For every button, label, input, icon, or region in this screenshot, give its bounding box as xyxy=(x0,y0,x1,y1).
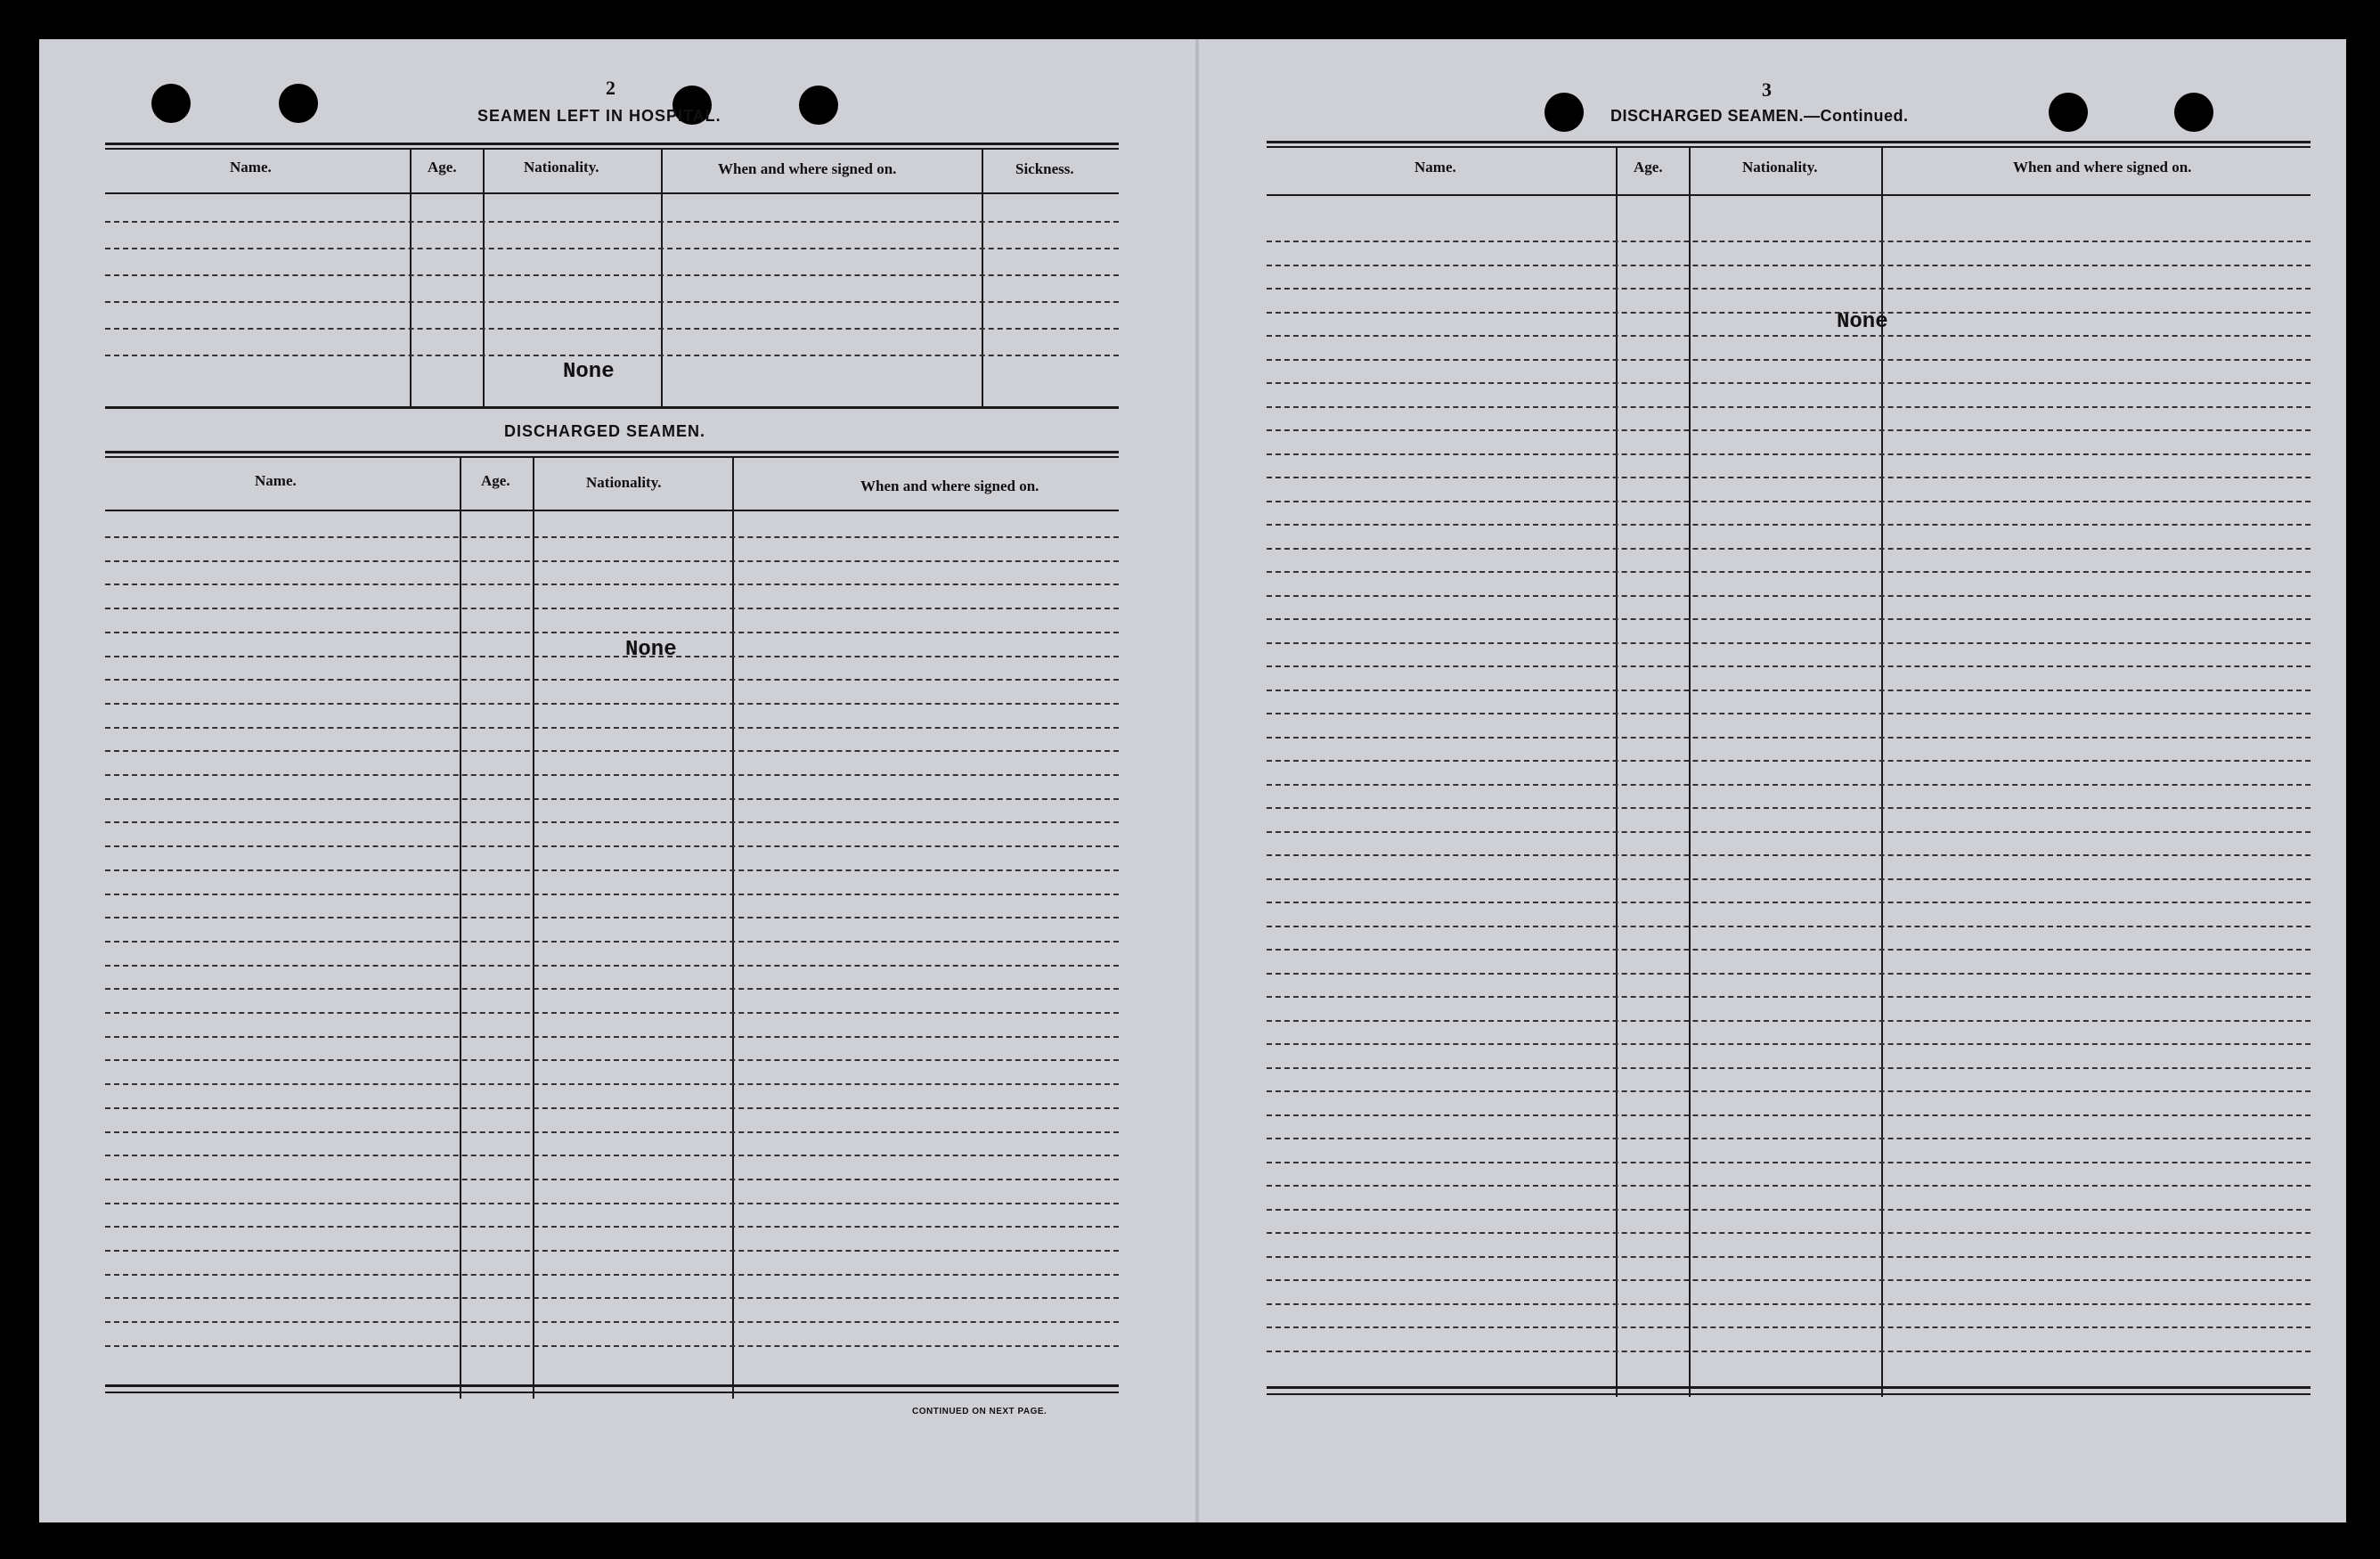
ruling-line xyxy=(1267,996,2311,998)
ruling-line xyxy=(105,1131,1119,1133)
discharged-section-title: DISCHARGED SEAMEN. xyxy=(504,422,706,440)
ruling-line xyxy=(1267,760,2311,762)
col-age: Age. xyxy=(428,159,457,175)
ruling-line xyxy=(1267,1020,2311,1022)
ruling-line xyxy=(1267,1256,2311,1258)
page-fold xyxy=(1195,39,1199,1522)
ruling-line xyxy=(1267,902,2311,903)
ruling-line xyxy=(105,1012,1119,1014)
hospital-section-title: SEAMEN LEFT IN HOSPITAL. xyxy=(477,107,721,125)
ruling-line xyxy=(1267,831,2311,833)
ruling-line xyxy=(105,584,1119,585)
punch-hole xyxy=(2174,93,2213,132)
ruling-line xyxy=(1267,1162,2311,1163)
right-page-number: 3 xyxy=(1762,78,1772,101)
ruling-line xyxy=(1267,453,2311,455)
ruling-line xyxy=(105,845,1119,847)
ruling-line xyxy=(105,656,1119,657)
ruling-line xyxy=(1267,784,2311,786)
ruling-line xyxy=(105,727,1119,729)
ruling-line xyxy=(105,1250,1119,1252)
ruling-line xyxy=(1267,1303,2311,1305)
ruling-line xyxy=(105,1345,1119,1347)
ruling-line xyxy=(1267,807,2311,809)
ruling-line xyxy=(1267,926,2311,927)
ruling-line xyxy=(1267,713,2311,714)
punch-hole xyxy=(1545,93,1584,132)
ruling-line xyxy=(105,917,1119,918)
ruling-line xyxy=(1267,665,2311,667)
ruling-line xyxy=(105,894,1119,895)
ruling-line xyxy=(105,1107,1119,1109)
discharged-entry: None xyxy=(625,638,677,662)
ruling-line xyxy=(105,869,1119,871)
ruling-line xyxy=(105,1274,1119,1276)
ruling-line xyxy=(105,1226,1119,1228)
col-sickness: Sickness. xyxy=(1015,160,1074,177)
continued-footer: CONTINUED ON NEXT PAGE. xyxy=(912,1407,1047,1416)
ruling-line xyxy=(1267,1114,2311,1116)
ruling-line xyxy=(105,1203,1119,1204)
ruling-line xyxy=(1267,642,2311,644)
hospital-table xyxy=(105,143,1119,410)
hospital-entry: None xyxy=(563,360,615,384)
discharged-continued-entry: None xyxy=(1837,310,1888,334)
ruling-line xyxy=(105,941,1119,943)
ruling-line xyxy=(1267,618,2311,620)
ruling-line xyxy=(1267,477,2311,478)
ruling-line xyxy=(1267,1090,2311,1092)
ruling-line xyxy=(105,1083,1119,1085)
ruling-line xyxy=(105,608,1119,609)
ruling-line xyxy=(1267,501,2311,502)
ruling-line xyxy=(1267,595,2311,597)
punch-hole xyxy=(799,86,838,125)
ruling-line xyxy=(1267,1067,2311,1069)
ruling-line xyxy=(1267,1351,2311,1352)
ruling-line xyxy=(105,1321,1119,1323)
ruling-line xyxy=(1267,548,2311,550)
ruling-line xyxy=(105,703,1119,705)
ruling-line xyxy=(105,679,1119,681)
col-signed-on: When and where signed on. xyxy=(718,160,897,177)
ruling-line xyxy=(105,1036,1119,1038)
ruling-line xyxy=(1267,1326,2311,1328)
ruling-line xyxy=(105,1179,1119,1180)
col-name: Name. xyxy=(230,159,272,175)
ruling-line xyxy=(105,965,1119,967)
col-signed-on: When and where signed on. xyxy=(2013,159,2192,175)
ruling-line xyxy=(1267,335,2311,337)
ruling-line xyxy=(1267,524,2311,526)
ruling-line xyxy=(1267,1209,2311,1211)
discharged-continued-title: DISCHARGED SEAMEN.—Continued. xyxy=(1610,107,1909,125)
ruling-line xyxy=(1267,854,2311,856)
ruling-line xyxy=(1267,359,2311,361)
ruling-line xyxy=(1267,241,2311,242)
ruling-line xyxy=(1267,429,2311,431)
ruling-line xyxy=(1267,690,2311,691)
ruling-line xyxy=(105,1297,1119,1299)
ruling-line xyxy=(105,1059,1119,1061)
ruling-line xyxy=(1267,1185,2311,1187)
ruling-line xyxy=(105,798,1119,800)
punch-hole xyxy=(2049,93,2088,132)
ruling-line xyxy=(1267,571,2311,573)
discharged-continued-table xyxy=(1267,141,2311,1400)
ruling-line xyxy=(1267,1279,2311,1281)
col-name: Name. xyxy=(255,472,297,489)
ruling-line xyxy=(1267,1043,2311,1045)
manifest-sheet xyxy=(39,39,2346,1522)
col-age: Age. xyxy=(481,472,510,489)
ruling-line xyxy=(1267,382,2311,384)
ruling-line xyxy=(1267,1232,2311,1234)
ruling-line xyxy=(1267,973,2311,975)
ruling-line xyxy=(105,821,1119,823)
col-nationality: Nationality. xyxy=(1742,159,1818,175)
col-nationality: Nationality. xyxy=(524,159,599,175)
ruling-line xyxy=(1267,1138,2311,1139)
ruling-line xyxy=(1267,288,2311,290)
ruling-line xyxy=(1267,406,2311,408)
col-age: Age. xyxy=(1634,159,1663,175)
ruling-line xyxy=(105,1155,1119,1156)
punch-hole xyxy=(279,84,318,123)
ruling-line xyxy=(105,988,1119,990)
ruling-line xyxy=(1267,265,2311,266)
left-page-number: 2 xyxy=(606,77,615,99)
ruling-line xyxy=(105,536,1119,538)
col-name: Name. xyxy=(1414,159,1456,175)
ruling-line xyxy=(1267,949,2311,951)
ruling-line xyxy=(1267,737,2311,739)
ruling-line xyxy=(105,632,1119,633)
discharged-table xyxy=(105,451,1119,1400)
ruling-line xyxy=(105,560,1119,562)
ruling-line xyxy=(1267,878,2311,880)
col-nationality: Nationality. xyxy=(586,474,662,491)
col-signed-on: When and where signed on. xyxy=(860,477,1039,494)
ruling-line xyxy=(105,774,1119,776)
punch-hole xyxy=(151,84,191,123)
ruling-line xyxy=(105,750,1119,752)
ruling-line xyxy=(1267,312,2311,314)
